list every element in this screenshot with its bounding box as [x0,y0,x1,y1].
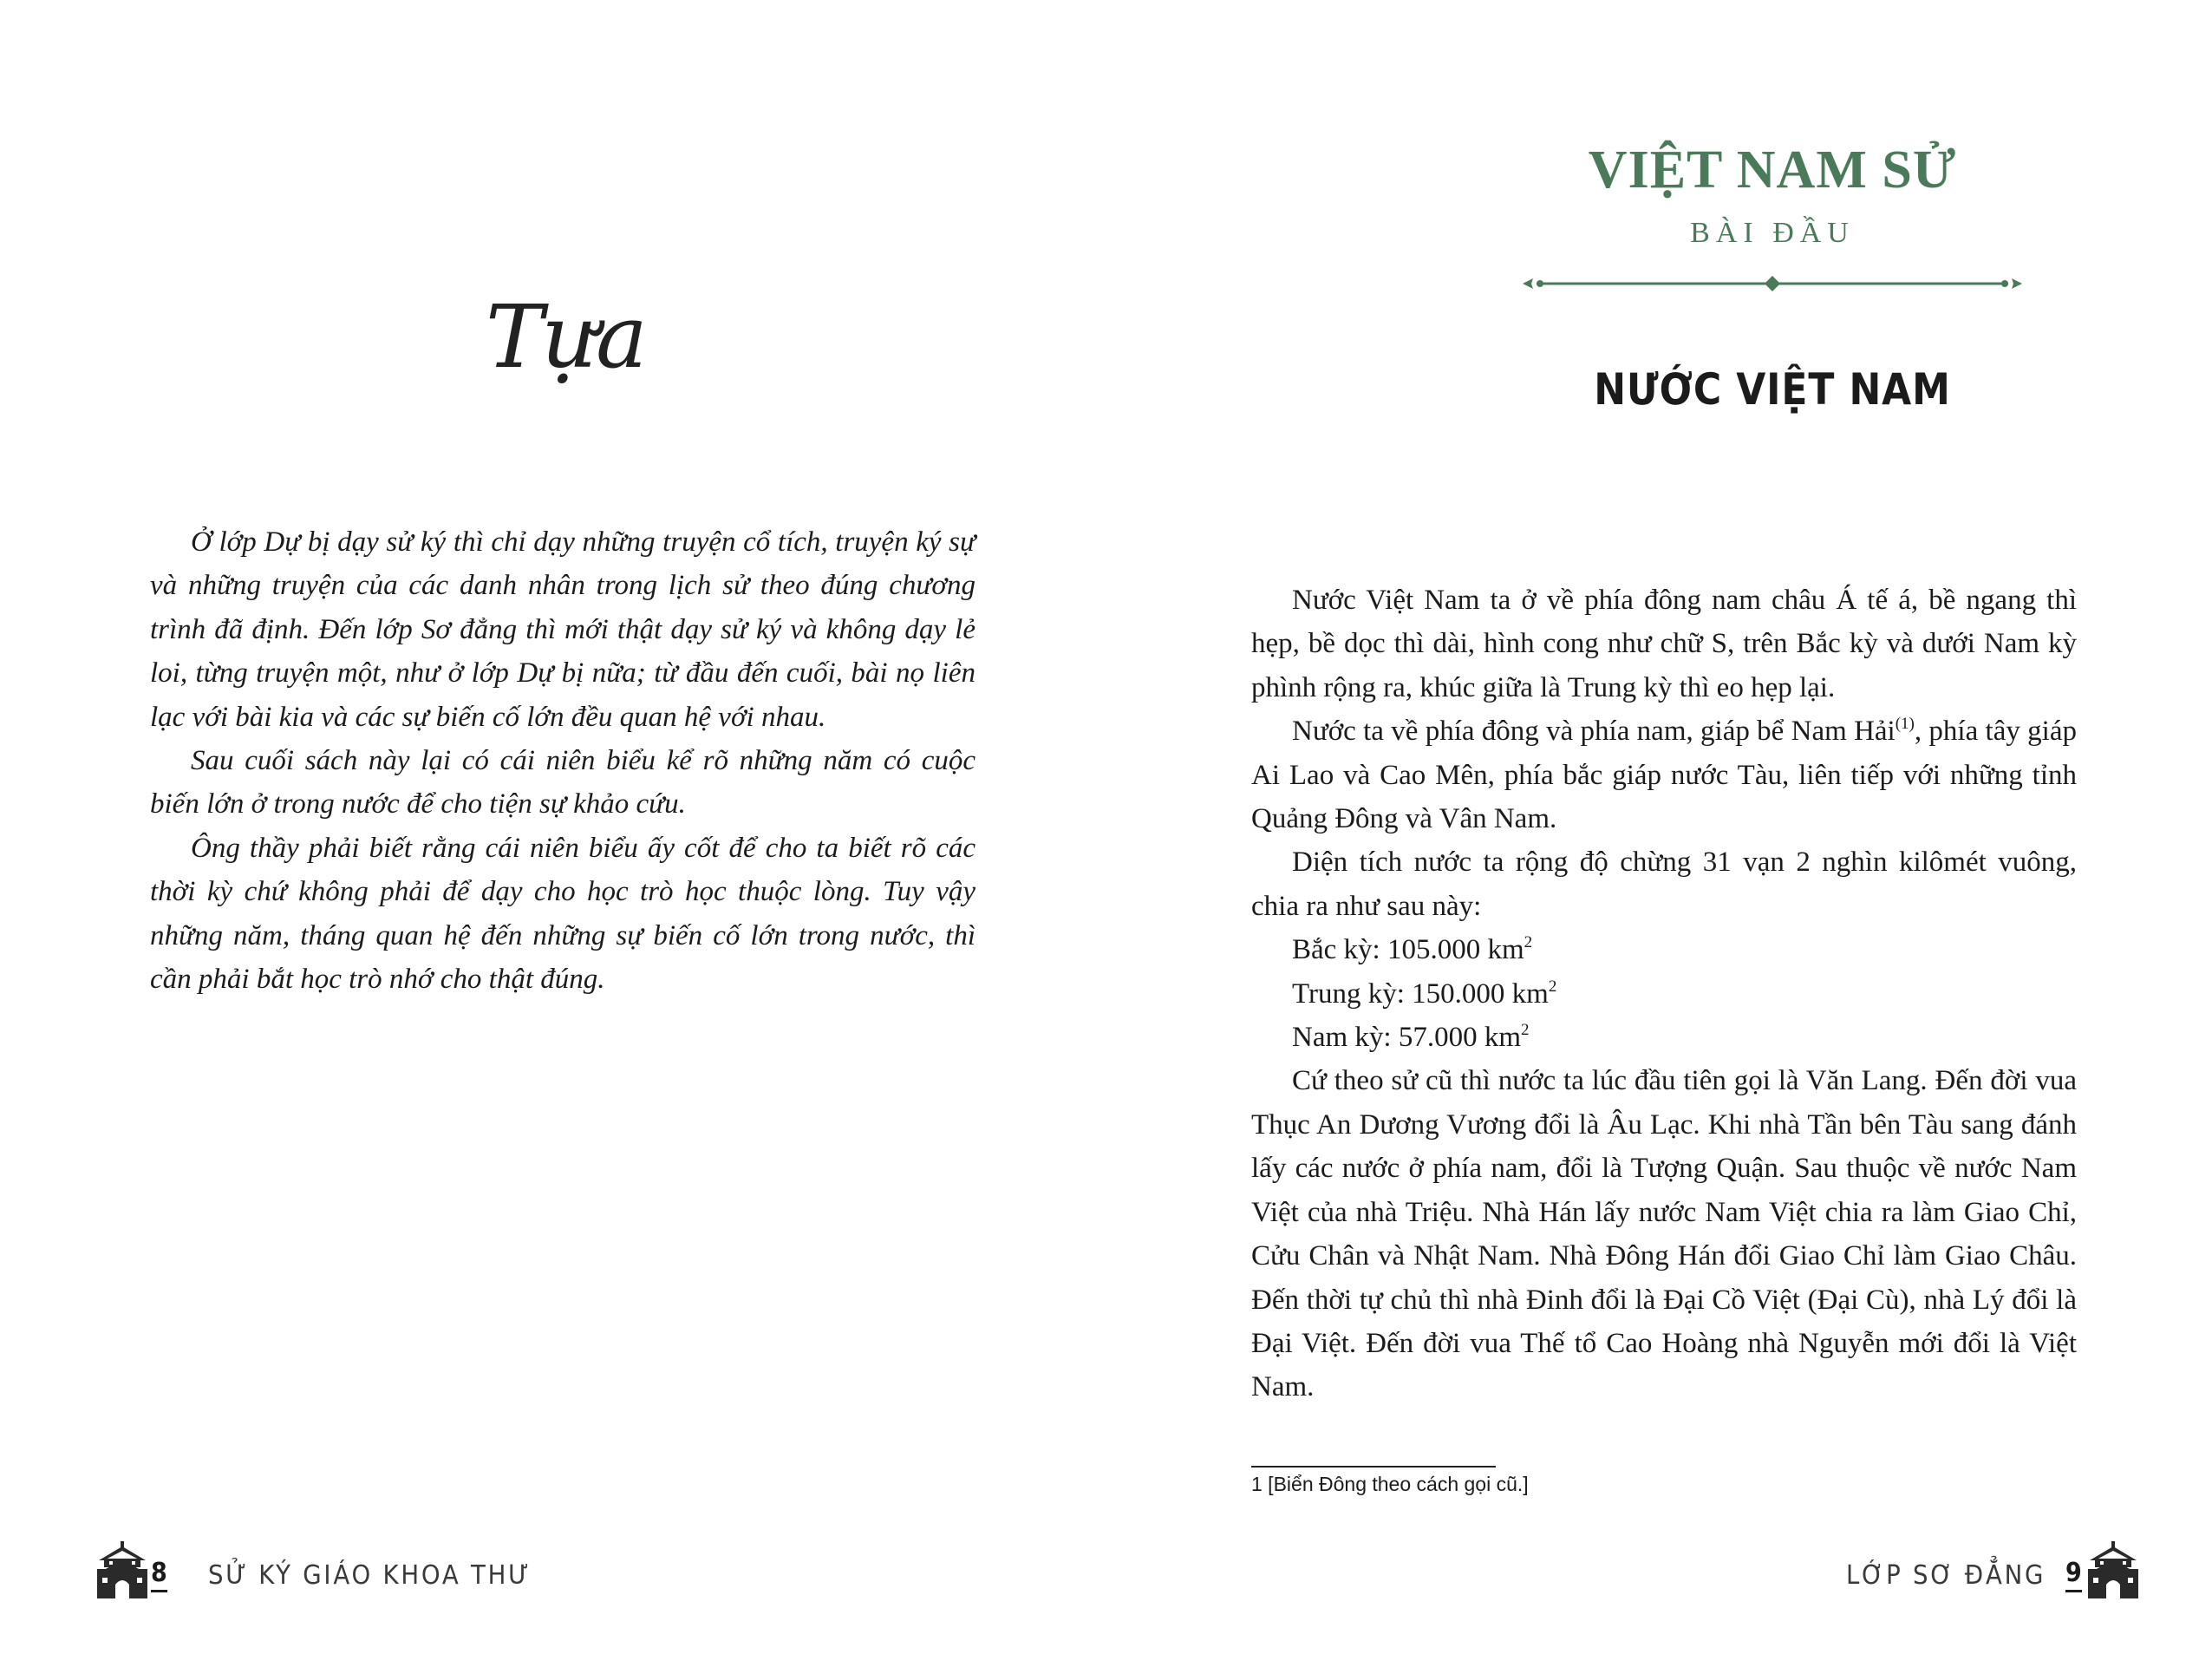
lesson-paragraph-3: Diện tích nước ta rộng độ chừng 31 vạn 2 nghìn kilômét vuông, chia ra như sau này: [1251,847,2077,922]
running-title: SỬ KÝ GIÁO KHOA THƯ [208,1560,532,1591]
preface-body [150,520,975,1001]
running-title: LỚP SƠ ĐẲNG [1846,1560,2046,1591]
preface-paragraph-3: Ông thầy phải biết rằng cái niên biểu ấy cốt để cho ta biết rõ các thời kỳ chứ không phải để dạy cho học trò học thuộc lòng. Tuy vậy những năm, tháng quan hệ đến những sự biến cố lớn trong nước, thì cần phải bắt học trò nhớ cho thật đúng. [150,832,975,996]
lesson-paragraph-4: Cứ theo sử cũ thì nước ta lúc đầu tiên gọi là Văn Lang. Đến đời vua Thục An Dương Vương đổi là Âu Lạc. Khi nhà Tần bên Tàu sang đánh lấy các nước ở phía nam, đổi là Tượng Quận. Sau thuộc về nước Nam Việt của nhà Triệu. Nhà Hán lấy nước Nam Việt chia ra làm Giao Chỉ, Cửu Chân và Nhật Nam. Nhà Đông Hán đổi Giao Chỉ làm Giao Châu. Đến thời tự chủ thì nhà Đinh đổi là Đại Cồ Việt (Đại Cù), nhà Lý đổi là Đại Việt. Đến đời vua Thế tổ Cao Hoàng nhà Nguyễn mới đổi là Việt Nam. [1251,1065,2077,1403]
footnote: 1 [Biển Đông theo cách gọi cũ.] [1251,1473,1529,1495]
area-item [1251,1016,2077,1059]
section-title: NƯỚC VIỆT NAM [1594,364,1951,415]
preface-paragraph-1: Ở lớp Dự bị dạy sử ký thì chỉ dạy những truyện cổ tích, truyện ký sự và những truyện của các danh nhân trong lịch sử theo đúng chương trình đã định. Đến lớp Sơ đẳng thì mới thật dạy sử ký và không dạy lẻ loi, từng truyện một, như ở lớp Dự bị nữa; từ đầu đến cuối, bài nọ liên lạc với bài kia và các sự biến cố lớn đều quan hệ với nhau. [150,526,975,733]
page-number: 9 [2065,1559,2082,1592]
right-page [1106,0,2212,1667]
lesson-body [1251,579,2077,1409]
chapter-title: VIỆT NAM SỬ [1588,141,1957,199]
preface-paragraph-2: Sau cuối sách này lại có cái niên biểu kể rõ những năm có cuộc biến lớn ở trong nước để cho tiện sự khảo cứu. [150,745,975,820]
chapter-subtitle: BÀI ĐẦU [1690,217,1855,249]
area-item-text: Nam kỳ: 57.000 km [1292,1022,1521,1054]
area-item-text: Bắc kỳ: 105.000 km [1292,934,1524,966]
area-item-text: Trung kỳ: 150.000 km [1292,977,1549,1010]
area-item [1251,928,2077,971]
area-item [1251,972,2077,1016]
chapter-heading [1495,139,2050,250]
lesson-paragraph-1: Nước Việt Nam ta ở về phía đông nam châu Á tế á, bề ngang thì hẹp, bề dọc thì dài, hình cong như chữ S, trên Bắc kỳ và dưới Nam kỳ phình rộng ra, khúc giữa là Trung kỳ thì eo hẹp lại. [1251,585,2077,703]
area-item-unit-exponent: 2 [1524,933,1533,952]
footnote-divider [1251,1466,1496,1468]
preface-title: Tựa [486,286,646,388]
lesson-paragraph-2-end: , phía tây giáp Ai Lao và Cao Mên, phía bắc giáp nước Tàu, liên tiếp với những tỉnh Quảng Đông và Vân Nam. [1251,716,2077,835]
divider-ornament-icon [1521,271,2024,297]
lesson-paragraph-2-start: Nước ta về phía đông và phía nam, giáp bể Nam Hải [1292,716,1896,748]
footnote-reference: (1) [1895,715,1915,734]
citadel-gate-icon [2083,1540,2143,1600]
area-item-unit-exponent: 2 [1520,1021,1530,1040]
page-number: 8 [151,1559,167,1592]
lesson-paragraph-2 [1251,709,2077,840]
citadel-gate-icon [92,1540,153,1600]
area-item-unit-exponent: 2 [1548,977,1557,996]
